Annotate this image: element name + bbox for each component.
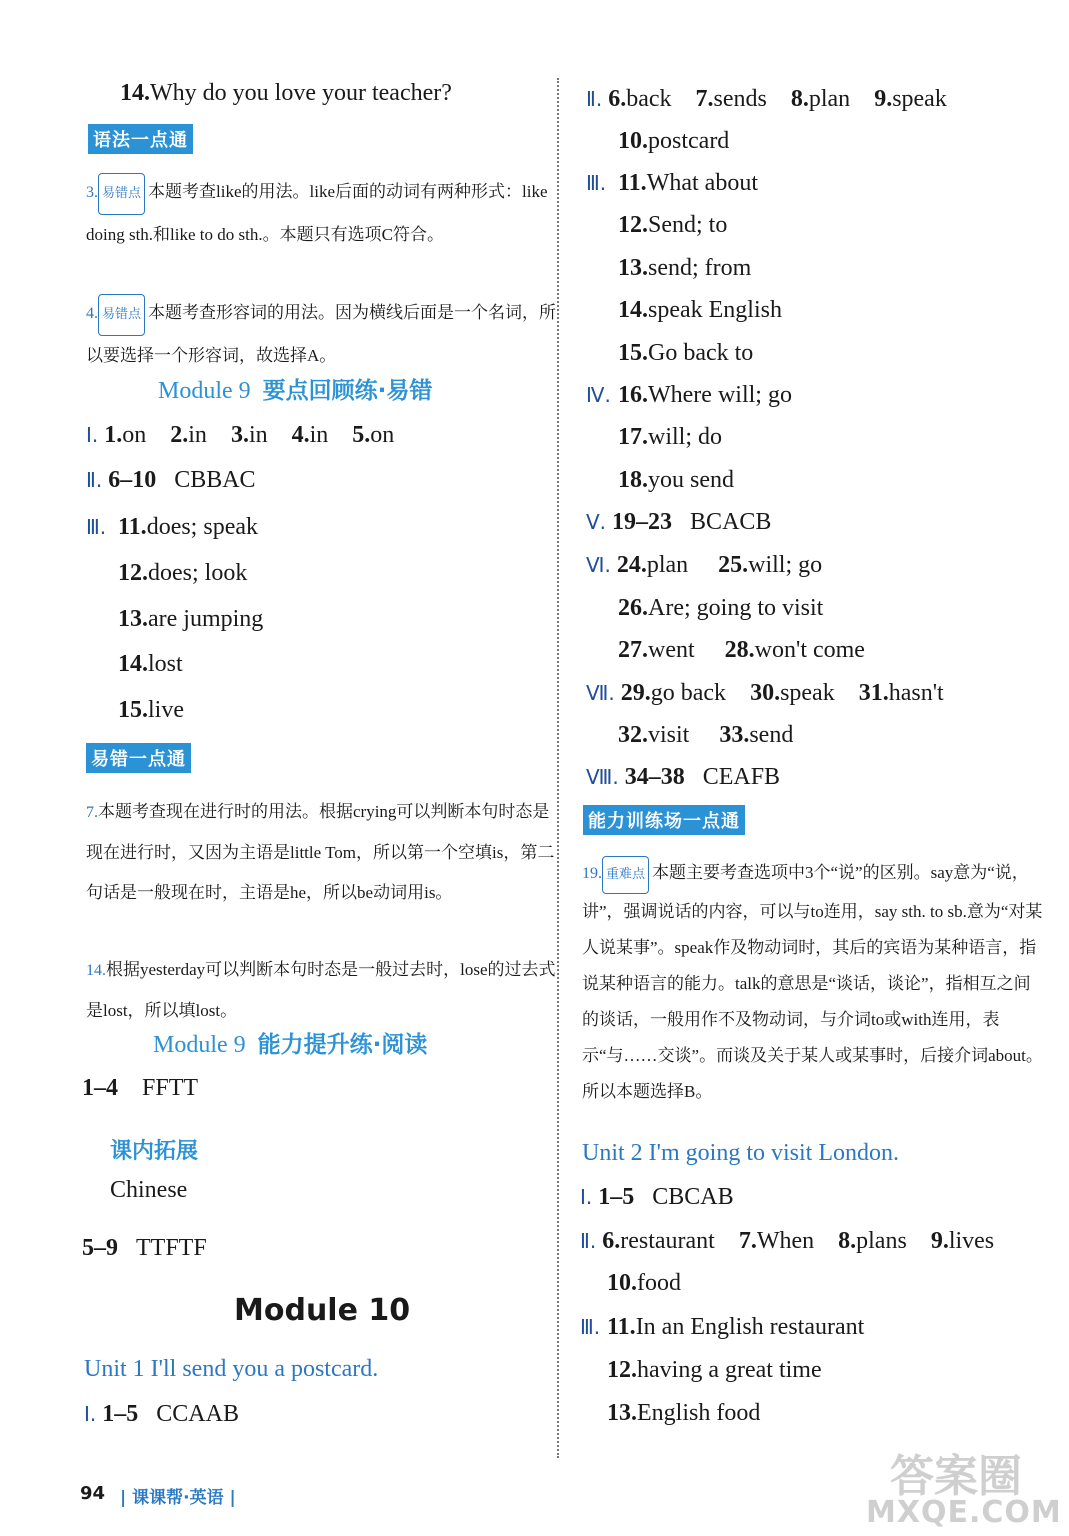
answer-row: 10.postcard [618, 128, 730, 154]
reading-answers-1: 1–4 FFTT [82, 1075, 199, 1101]
answer-row: 13.are jumping [118, 606, 264, 632]
r-section-8-answers: Ⅷ. 34–38 CEAFB [586, 764, 781, 790]
unit2-section-1-answers: Ⅰ. 1–5 CBCAB [580, 1184, 734, 1210]
page-number: 94 [80, 1483, 106, 1504]
answer-row: 12.does; look [118, 560, 248, 586]
answer-row: 14.speak English [618, 297, 782, 323]
module-10-title: Module 10 [234, 1293, 411, 1328]
reading-answers-2: 5–9 TTFTF [82, 1235, 207, 1261]
footer-book-title: | 课课帮·英语 | [120, 1488, 236, 1508]
r-section-2-answers: Ⅱ. 6.back 7.sends 8.plan 9.speak [586, 86, 947, 112]
answer-row: 18.you send [618, 467, 734, 493]
answer-row: 17.will; do [618, 424, 723, 450]
error-prone-badge: 易错点 [98, 294, 145, 336]
section-1-answers: Ⅰ. 1.on 2.in 3.in 4.in 5.on [86, 422, 395, 448]
note-7: 7.本题考查现在进行时的用法。根据crying可以判断本句时态是现在进行时，又因为主语是little Tom，所以第一个空填is，第二句话是一般现在时，主语是he，所以be动词用is。 [86, 802, 555, 902]
answer-row: 12.Send; to [618, 212, 728, 238]
module9-reading-heading: Module 9 能力提升练·阅读 [153, 1032, 428, 1058]
answer-row: 13.English food [607, 1400, 761, 1426]
answer-row: 15.Go back to [618, 340, 754, 366]
key-point-badge: 重难点 [602, 856, 649, 894]
r-section-3-roman: Ⅲ. [586, 171, 607, 195]
unit-1-title: Unit 1 I'll send you a postcard. [84, 1356, 379, 1382]
answer-row: 11.does; speak [118, 514, 258, 540]
note-14: 14.根据yesterday可以判断本句时态是一般过去时，lose的过去式是lost，所以填lost。 [86, 960, 556, 1020]
error-prone-badge: 易错点 [98, 173, 145, 215]
r-section-7-row1: Ⅶ. 29.go back 30.speak 31.hasn't [586, 680, 944, 706]
answer-row: 11.What about [618, 170, 758, 196]
answer-row: 13.send; from [618, 255, 752, 281]
unit2-section-2-answers: Ⅱ. 6.restaurant 7.When 8.plans 9.lives [580, 1228, 995, 1254]
r-section-6-row1: Ⅵ. 24.plan 25.will; go [586, 552, 823, 578]
answer-row: 27.went 28.won't come [618, 637, 865, 663]
answer-row: 32.visit 33.send [618, 722, 794, 748]
answer-row: 10.food [607, 1270, 681, 1296]
answer-row: 12.having a great time [607, 1357, 822, 1383]
grammar-tip-tag: 语法一点通 [88, 124, 193, 154]
answer-row: 15.live [118, 697, 184, 723]
answer-row: 16.Where will; go [618, 382, 792, 408]
watermark-url: MXQE.COM [866, 1495, 1062, 1530]
unit2-section-3-roman: Ⅲ. [580, 1315, 601, 1339]
unit-2-title: Unit 2 I'm going to visit London. [582, 1140, 899, 1166]
r-section-5-answers: Ⅴ. 19–23 BCACB [586, 509, 772, 535]
column-divider [557, 78, 559, 1458]
note-3: 3. 易错点 本题考查like的用法。like后面的动词有两种形式：like doing sth.和like to do sth.。本题只有选项C符合。 [86, 172, 556, 255]
answer-row: 11.In an English restaurant [607, 1314, 865, 1340]
note-4: 4. 易错点 本题考查形容词的用法。因为横线后面是一个名词，所以要选择一个形容词，故选择A。 [86, 293, 556, 376]
section-2-answers: Ⅱ. 6–10 CBBAC [86, 467, 256, 493]
unit1-section-1-answers: Ⅰ. 1–5 CCAAB [84, 1401, 239, 1427]
r-section-4-roman: Ⅳ. [586, 383, 611, 407]
question-14: 14.Why do you love your teacher? [120, 80, 452, 106]
module9-review-heading: Module 9 要点回顾练·易错 [158, 378, 433, 404]
answer-row: 26.Are; going to visit [618, 595, 824, 621]
error-tip-tag: 易错一点通 [86, 743, 191, 773]
ability-training-tip-tag: 能力训练场一点通 [583, 805, 745, 835]
section-3-roman: Ⅲ. [86, 515, 107, 539]
note-19: 19. 重难点 本题主要考查选项中3个“说”的区别。say意为“说，讲”，强调说话的内容，可以与to连用，say sth. to sb.意为“对某人说某事”。speak作及物动词时，其后的宾语为某种语言，指说某种语言的能力。talk的意思是“谈话，谈论”，指相互之间的谈话，一般用作不及物动词，与介词to或with连用，表示“与……交谈”。而谈及关于某人或某事时，后接介词about。所以本题选择B。 [582, 855, 1044, 1110]
in-class-extension-answer: Chinese [110, 1177, 188, 1203]
answer-row: 14.lost [118, 651, 183, 677]
watermark-logo: 答案圈 [890, 1451, 1022, 1502]
in-class-extension-heading: 课内拓展 [110, 1139, 199, 1164]
